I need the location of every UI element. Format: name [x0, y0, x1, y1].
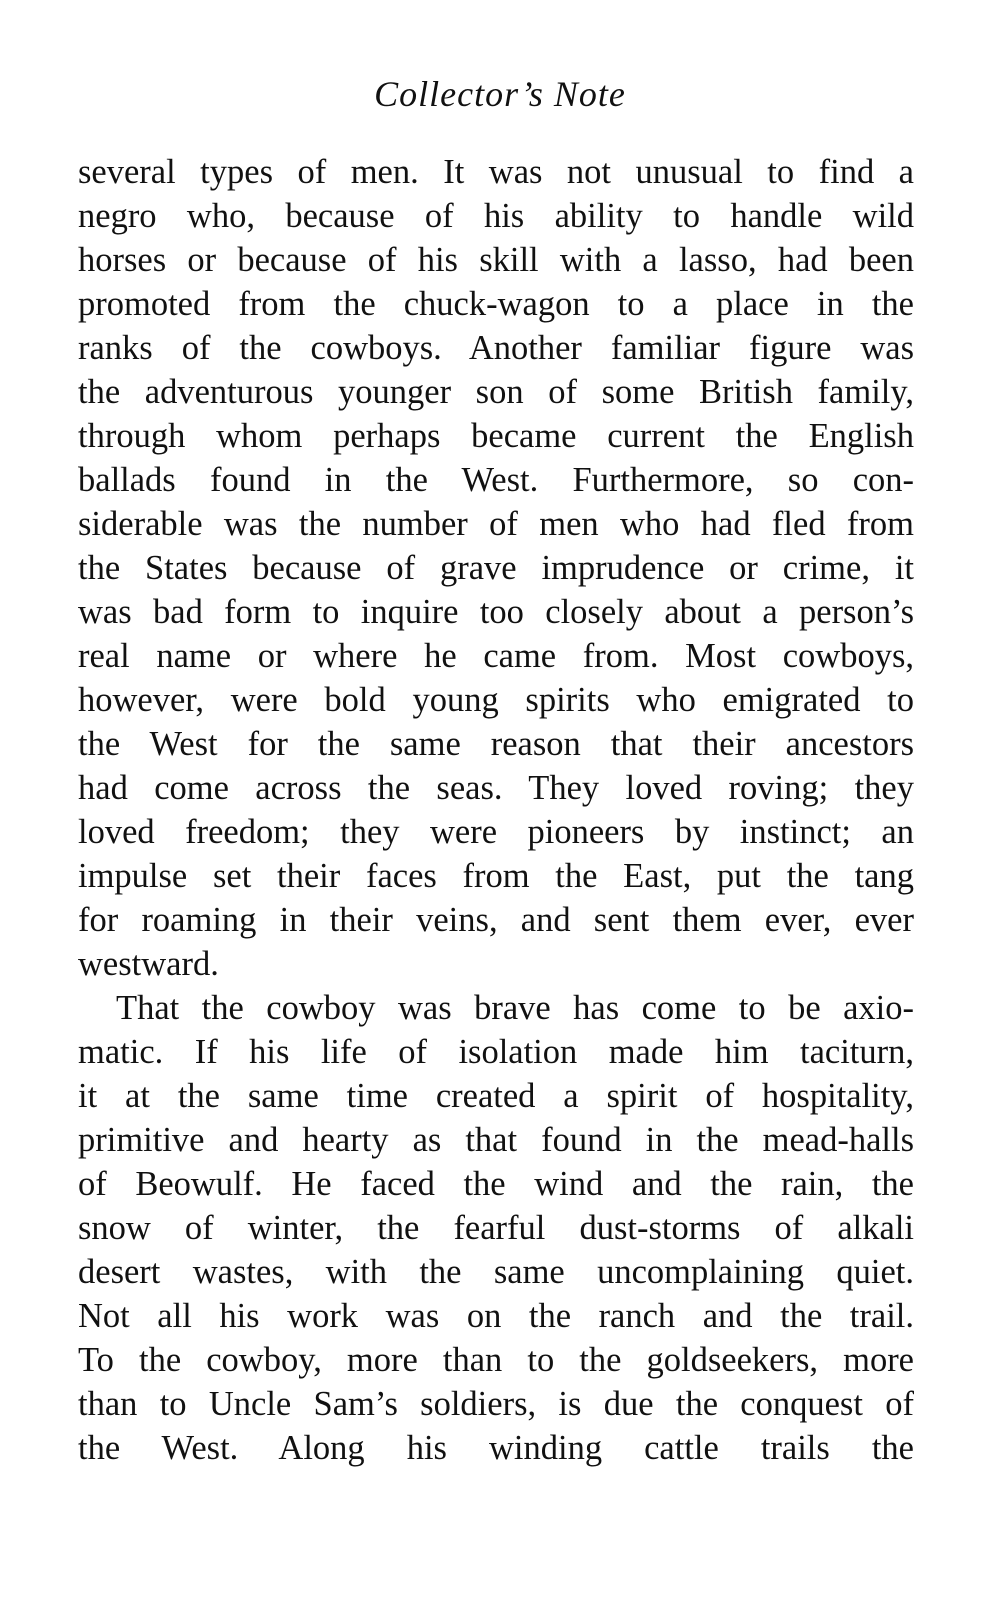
text-line: ranks of the cowboys. Another familiar figure was — [78, 329, 914, 367]
text-line: several types of men. It was not unusual to find a — [78, 153, 914, 191]
text-line: had come across the seas. They loved roving; they — [78, 769, 914, 807]
text-line: Not all his work was on the ranch and the trail. — [78, 1297, 914, 1335]
text-line: loved freedom; they were pioneers by instinct; an — [78, 813, 914, 851]
text-line: the West for the same reason that their ancestors — [78, 725, 914, 763]
text-line: than to Uncle Sam’s soldiers, is due the conquest of — [78, 1385, 914, 1423]
text-line: promoted from the chuck-wagon to a place in the — [78, 285, 914, 323]
text-line: real name or where he came from. Most cowboys, — [78, 637, 914, 675]
text-line: the adventurous younger son of some British family, — [78, 373, 914, 411]
body-text — [78, 150, 914, 1470]
text-line: however, were bold young spirits who emigrated to — [78, 681, 914, 719]
text-line: westward. — [78, 945, 219, 983]
running-head: Collector’s Note — [374, 74, 626, 114]
text-line: negro who, because of his ability to handle wild — [78, 197, 914, 235]
text-line: siderable was the number of men who had fled from — [78, 505, 914, 543]
text-line: primitive and hearty as that found in the mead-halls — [78, 1121, 914, 1159]
text-line: horses or because of his skill with a lasso, had been — [78, 241, 914, 279]
text-line: the States because of grave imprudence or crime, it — [78, 549, 914, 587]
text-line: for roaming in their veins, and sent them ever, ever — [78, 901, 914, 939]
text-line: impulse set their faces from the East, put the tang — [78, 857, 914, 895]
text-line: of Beowulf. He faced the wind and the rain, the — [78, 1165, 914, 1203]
paragraph-2 — [78, 986, 914, 1470]
text-line: matic. If his life of isolation made him taciturn, — [78, 1033, 914, 1071]
text-line: desert wastes, with the same uncomplaining quiet. — [78, 1253, 914, 1291]
text-line: That the cowboy was brave has come to be axio- — [116, 989, 914, 1027]
text-line: snow of winter, the fearful dust-storms of alkali — [78, 1209, 914, 1247]
text-line: the West. Along his winding cattle trails the — [78, 1429, 914, 1467]
text-line: To the cowboy, more than to the goldseekers, more — [78, 1341, 914, 1379]
text-line: ballads found in the West. Furthermore, so con- — [78, 461, 914, 499]
text-line: was bad form to inquire too closely about a person’s — [78, 593, 914, 631]
text-line: it at the same time created a spirit of hospitality, — [78, 1077, 914, 1115]
paragraph-1 — [78, 150, 914, 986]
text-line: through whom perhaps became current the English — [78, 417, 914, 455]
